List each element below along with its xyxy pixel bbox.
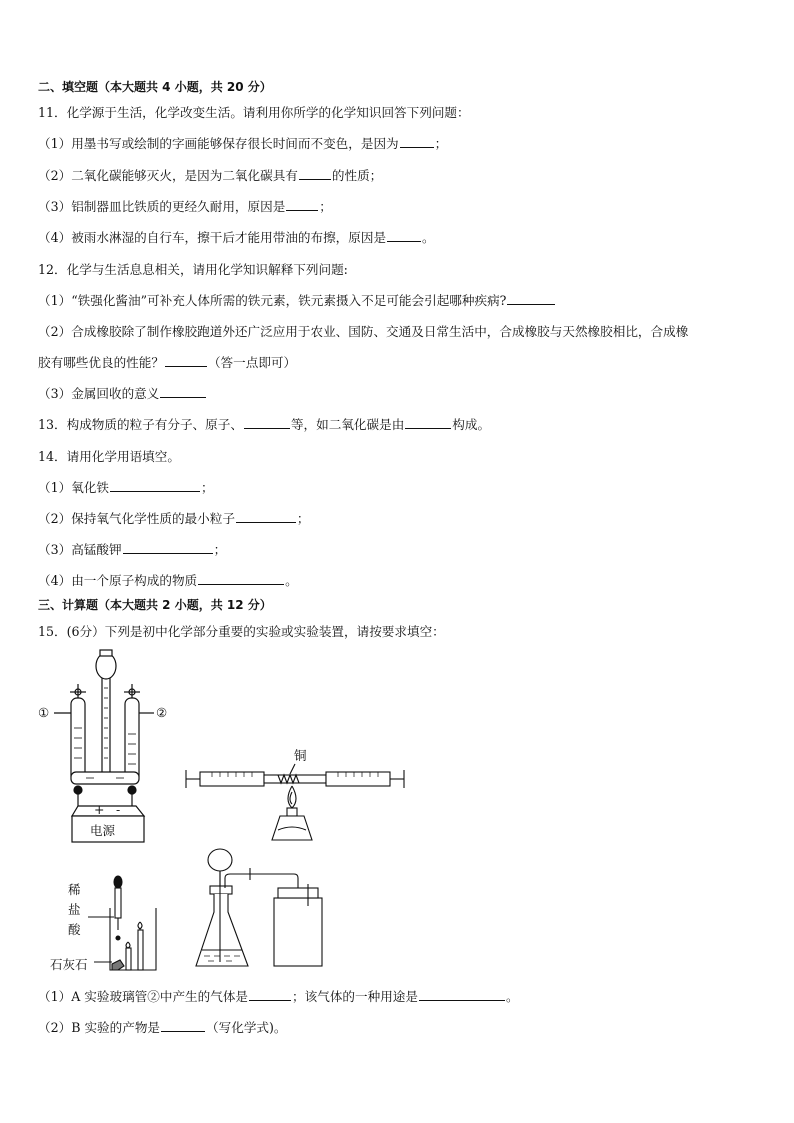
q11-part3-end: ； bbox=[319, 199, 332, 214]
q14-part1-text: （1）氧化铁 bbox=[38, 480, 109, 495]
q14-part4 bbox=[38, 572, 298, 589]
acid-limestone-setup bbox=[48, 870, 164, 974]
q11-part2-end: 的性质； bbox=[331, 168, 383, 183]
power-label: 电源 bbox=[90, 823, 116, 838]
q11-part2 bbox=[38, 167, 382, 184]
q11-part1-end: ； bbox=[434, 136, 448, 151]
q11-part4 bbox=[38, 229, 435, 246]
q15-part1 bbox=[38, 988, 519, 1005]
q14-part1 bbox=[38, 479, 214, 496]
q11-part4-end: 。 bbox=[422, 230, 435, 245]
q14-part2 bbox=[38, 510, 310, 527]
answer-blank[interactable] bbox=[236, 510, 296, 523]
q14-part1-end: ； bbox=[200, 480, 214, 495]
q15-part1-end: 。 bbox=[505, 989, 519, 1004]
q11-part3-text: （3）铝制器皿比铁质的更经久耐用，原因是 bbox=[38, 199, 286, 214]
q12-part3-text: （3）金属回收的意义 bbox=[38, 386, 160, 401]
answer-blank[interactable] bbox=[299, 167, 331, 180]
answer-blank[interactable] bbox=[198, 572, 284, 585]
q14-stem: 14．请用化学用语填空。 bbox=[38, 449, 180, 464]
gas-generation-apparatus bbox=[190, 846, 330, 974]
q11-part3 bbox=[38, 198, 332, 215]
q15-part1-text: （1）A 实验玻璃管②中产生的气体是 bbox=[38, 989, 249, 1004]
copper-label: 铜 bbox=[294, 748, 307, 763]
q14-part3-end: ； bbox=[213, 542, 227, 557]
q11-part1-text: （1）用墨书写或绘制的字画能够保存很长时间而不变色，是因为 bbox=[38, 136, 399, 151]
q14-part2-text: （2）保持氧气化学性质的最小粒子 bbox=[38, 511, 235, 526]
q11-stem: 11．化学源于生活，化学改变生活。请利用你所学的化学知识回答下列问题： bbox=[38, 105, 470, 120]
q12-stem: 12．化学与生活息息相关，请用化学知识解释下列问题: bbox=[38, 262, 348, 277]
q13-text-1: 13．构成物质的粒子有分子、原子、 bbox=[38, 417, 243, 432]
acid-label-2: 盐 bbox=[68, 902, 81, 917]
q14-part2-end: ； bbox=[296, 511, 310, 526]
electrolysis-apparatus bbox=[36, 648, 176, 846]
q13-text-2: 等，如二氧化碳是由 bbox=[290, 417, 405, 432]
tube-1-label: ① bbox=[38, 705, 50, 720]
answer-blank[interactable] bbox=[419, 988, 505, 1001]
q12-part2-line2 bbox=[38, 354, 296, 371]
section2-heading: 二、填空题（本大题共 4 小题，共 20 分） bbox=[38, 80, 272, 94]
answer-blank[interactable] bbox=[286, 198, 318, 211]
q12-part2-text: 胶有哪些优良的性能？ bbox=[38, 355, 164, 370]
q14-part4-end: 。 bbox=[285, 573, 298, 588]
plus-sign: + bbox=[94, 802, 105, 817]
q14-part3 bbox=[38, 541, 226, 558]
answer-blank[interactable] bbox=[507, 292, 555, 305]
q12-part2-note: （答一点即可） bbox=[207, 355, 297, 370]
q12-part2-line1: （2）合成橡胶除了制作橡胶跑道外还广泛应用于农业、国防、交通及日常生活中，合成橡胶与天然橡胶相比，合成橡 bbox=[38, 324, 689, 339]
answer-blank[interactable] bbox=[110, 479, 200, 492]
q15-part2 bbox=[38, 1019, 287, 1036]
answer-blank[interactable] bbox=[165, 354, 207, 367]
minus-sign: - bbox=[116, 802, 121, 817]
answer-blank[interactable] bbox=[400, 135, 434, 148]
answer-blank[interactable] bbox=[249, 988, 291, 1001]
acid-label-1: 稀 bbox=[68, 882, 81, 897]
q15-part2-text: （2）B 实验的产物是 bbox=[38, 1020, 161, 1035]
q12-part1-text: （1）“铁强化酱油”可补充人体所需的铁元素，铁元素摄入不足可能会引起哪种疾病? bbox=[38, 293, 507, 308]
q11-part2-text: （2）二氧化碳能够灭火，是因为二氧化碳具有 bbox=[38, 168, 298, 183]
q15-stem: 15．(6分）下列是初中化学部分重要的实验或实验装置，请按要求填空： bbox=[38, 624, 445, 639]
q11-part4-text: （4）被雨水淋湿的自行车，擦干后才能用带油的布擦，原因是 bbox=[38, 230, 387, 245]
answer-blank[interactable] bbox=[387, 229, 421, 242]
q15-part1-mid: ；该气体的一种用途是 bbox=[292, 989, 418, 1004]
answer-blank[interactable] bbox=[123, 541, 213, 554]
q11-part1 bbox=[38, 135, 447, 152]
section3-heading: 三、计算题（本大题共 2 小题，共 12 分） bbox=[38, 598, 272, 612]
q13 bbox=[38, 416, 490, 433]
limestone-label: 石灰石 bbox=[50, 957, 88, 972]
acid-label-3: 酸 bbox=[68, 922, 81, 937]
q13-text-3: 构成。 bbox=[452, 417, 491, 432]
tube-2-label: ② bbox=[156, 705, 168, 720]
copper-syringe-apparatus bbox=[182, 744, 408, 848]
answer-blank[interactable] bbox=[161, 1019, 205, 1032]
q12-part3 bbox=[38, 385, 207, 402]
q12-part1 bbox=[38, 292, 556, 309]
q14-part3-text: （3）高锰酸钾 bbox=[38, 542, 122, 557]
q15-part2-end: （写化学式)。 bbox=[206, 1020, 287, 1035]
answer-blank[interactable] bbox=[244, 416, 290, 429]
q14-part4-text: （4）由一个原子构成的物质 bbox=[38, 573, 198, 588]
answer-blank[interactable] bbox=[160, 385, 206, 398]
answer-blank[interactable] bbox=[405, 416, 451, 429]
